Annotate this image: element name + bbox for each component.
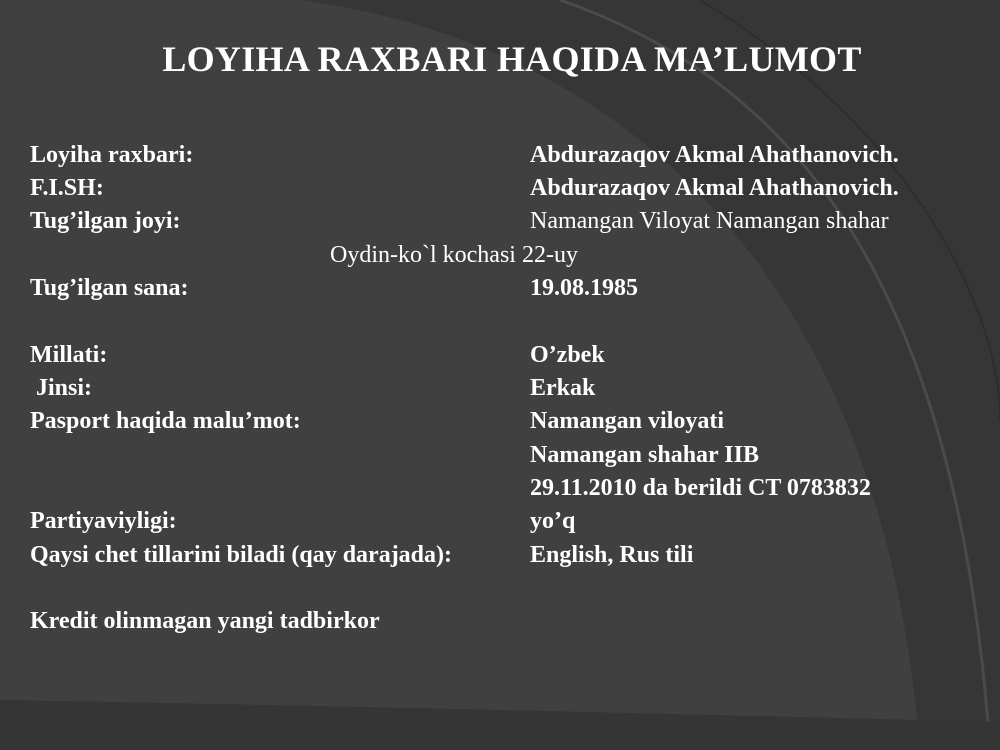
passport-label: Pasport haqida malu’mot: — [30, 408, 301, 434]
leader-value: Abdurazaqov Akmal Ahathanovich. — [530, 142, 899, 168]
passport-value-line2: Namangan shahar IIB — [530, 442, 759, 468]
leader-label: Loyiha raxbari: — [30, 142, 194, 168]
nationality-value: O’zbek — [530, 342, 605, 368]
languages-label: Qaysi chet tillarini biladi (qay darajada): — [30, 542, 453, 568]
fish-value: Abdurazaqov Akmal Ahathanovich. — [530, 175, 899, 201]
credit-note: Kredit olinmagan yangi tadbirkor — [30, 608, 380, 634]
birthdate-value: 19.08.1985 — [530, 275, 638, 301]
passport-value-line3: 29.11.2010 da berildi CT 0783832 — [530, 475, 871, 501]
gender-label: Jinsi: — [36, 375, 93, 401]
birthplace-value-line1: Namangan Viloyat Namangan shahar — [530, 208, 889, 234]
gender-value: Erkak — [530, 375, 596, 401]
birthdate-label: Tug’ilgan sana: — [30, 275, 189, 301]
fish-label: F.I.SH: — [30, 175, 104, 201]
languages-value: English, Rus tili — [530, 542, 694, 568]
birthplace-label: Tug’ilgan joyi: — [30, 208, 181, 234]
party-value: yo’q — [530, 508, 576, 534]
birthplace-value-line2: Oydin-ko`l kochasi 22-uy — [330, 242, 578, 268]
nationality-label: Millati: — [30, 342, 108, 368]
party-label: Partiyaviyligi: — [30, 508, 177, 534]
slide-title: LOYIHA RAXBARI HAQIDA MA’LUMOT — [162, 39, 862, 79]
passport-value-line1: Namangan viloyati — [530, 408, 725, 434]
